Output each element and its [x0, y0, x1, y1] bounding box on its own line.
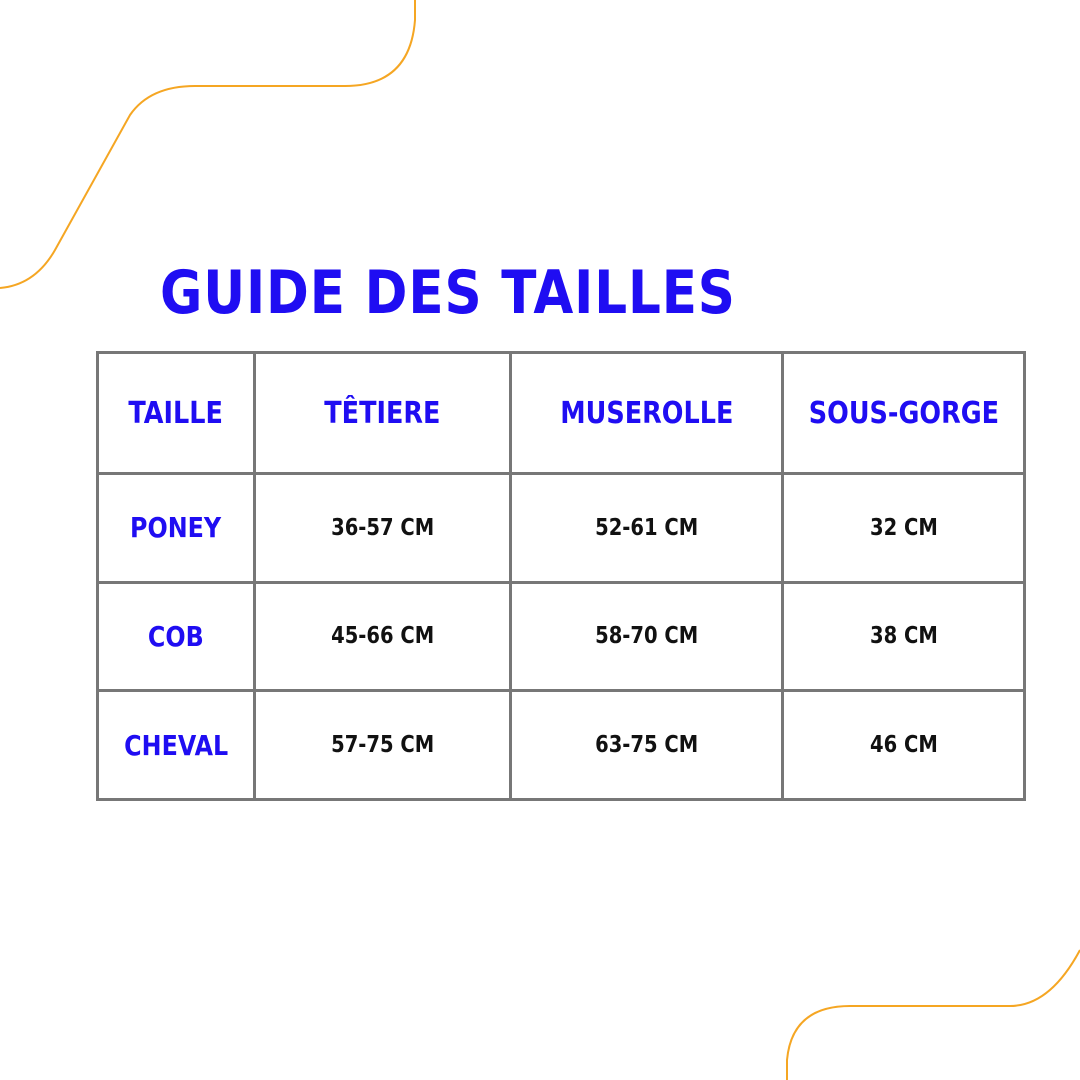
size-guide-table	[96, 351, 1026, 801]
header-taille: TAILLE	[98, 353, 255, 474]
bottom-right-curve	[787, 950, 1080, 1080]
header-sous-gorge: SOUS-GORGE	[783, 353, 1025, 474]
table-row	[98, 582, 1025, 691]
table-cell: 57-75 CM	[255, 691, 511, 800]
table-cell: 45-66 CM	[255, 582, 511, 691]
header-muserolle: MUSEROLLE	[511, 353, 783, 474]
page-title: GUIDE DES TAILLES	[160, 258, 736, 328]
table-row	[98, 691, 1025, 800]
table-header-row	[98, 353, 1025, 474]
table-cell: 63-75 CM	[511, 691, 783, 800]
row-label-poney: PONEY	[98, 474, 255, 583]
table-cell: 46 CM	[783, 691, 1025, 800]
table-cell: 38 CM	[783, 582, 1025, 691]
table-cell: 36-57 CM	[255, 474, 511, 583]
row-label-cob: COB	[98, 582, 255, 691]
header-tetiere: TÊTIERE	[255, 353, 511, 474]
table-cell: 32 CM	[783, 474, 1025, 583]
top-left-curve	[0, 0, 415, 288]
table-cell: 52-61 CM	[511, 474, 783, 583]
row-label-cheval: CHEVAL	[98, 691, 255, 800]
table-cell: 58-70 CM	[511, 582, 783, 691]
table-row	[98, 474, 1025, 583]
